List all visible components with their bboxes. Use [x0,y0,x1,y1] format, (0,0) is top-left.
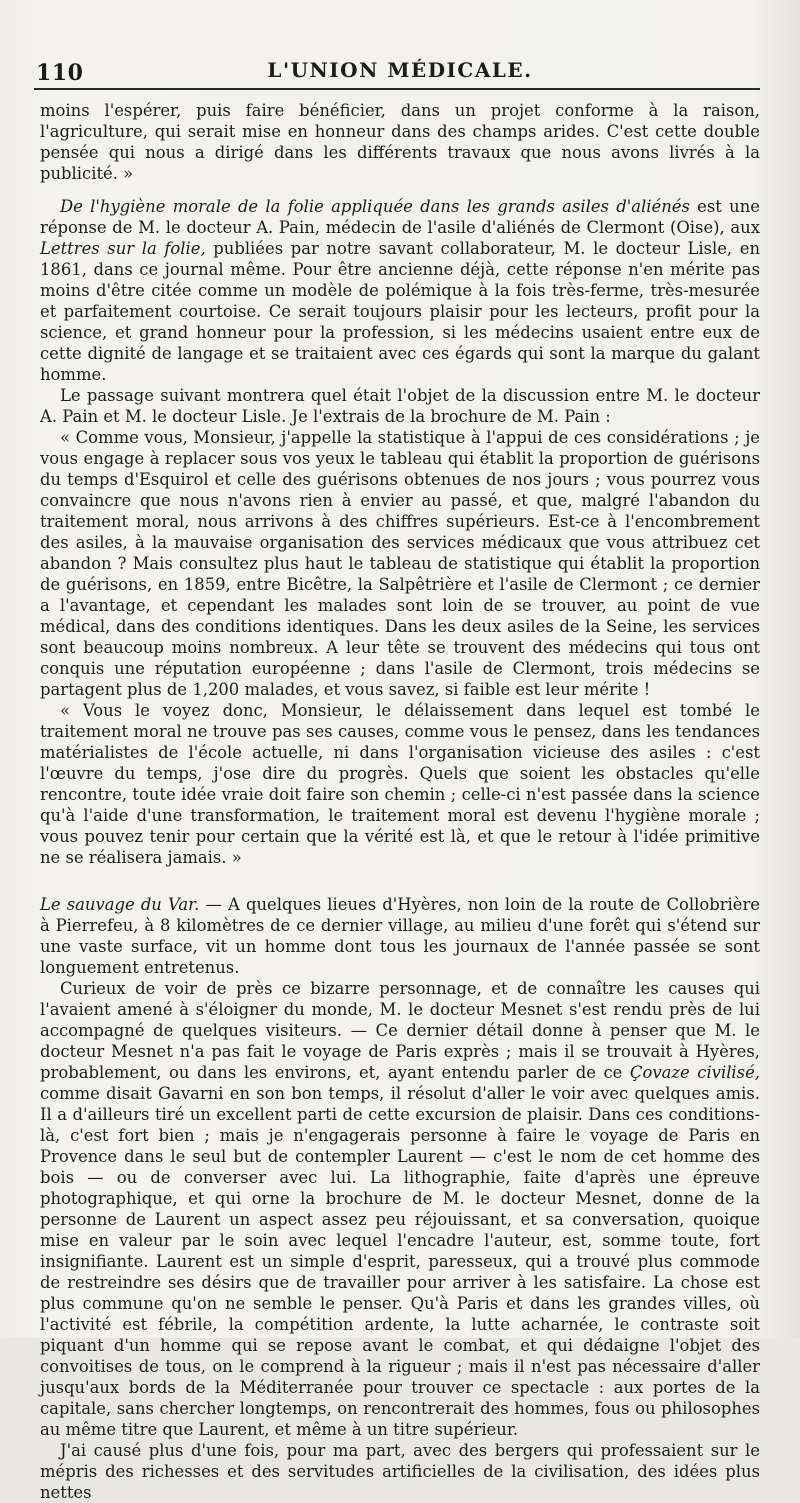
article-body [40,100,760,1503]
paragraph-8: J'ai causé plus d'une fois, pour ma part, avec des bergers qui professaient sur le mépris des richesses et des servitudes artificielles de la civilisation, des idées plus nettes [40,1441,760,1502]
paragraph-6 [40,894,760,978]
page-header [0,52,800,86]
paragraph-3: Le passage suivant montrera quel était l'objet de la discussion entre M. le docteur A. Pain et M. le docteur Lisle. Je l'extrais de la brochure de M. Pain : [40,386,760,426]
paragraph-6-title: Le sauvage du Var. [40,895,200,914]
paragraph-7-text-a: Curieux de voir de près ce bizarre personnage, et de connaître les causes qui l'avaient amené à s'éloigner du monde, M. le docteur Mesnet s'est rendu près de lui accompagné de quelques visiteurs. — Ce dernier détail donne à penser que M. le docteur Mesnet n'a pas fait le voyage de Paris exprès ; mais il se trouvait à Hyères, probablement, ou dans les environs, et, ayant entendu parler de ce [40,979,760,1082]
paragraph-7-text-b: comme disait Gavarni en son bon temps, il résolut d'aller le voir avec quelques amis. Il a d'ailleurs tiré un excellent parti de cette excursion de plaisir. Dans ces conditions-là, c'est fort bien ; mais je n'engagerais personne à faire le voyage de Paris en Provence dans le seul but de contempler Laurent — c'est le nom de cet homme des bois — ou de converser avec lui. La lithographie, faite d'après une épreuve photographique, et qui orne la brochure de M. le docteur Mesnet, donne de la personne de Laurent un aspect assez peu réjouissant, et sa conversation, quoique mise en valeur par le soin avec lequel l'encadre l'auteur, est, somme toute, fort insignifiante. Laurent est un simple d'esprit, paresseux, qui a trouvé plus commode de restreindre ses désirs que de travailler pour arriver à les satisfaire. La chose est plus commune qu'on ne semble le penser. Qu'à Paris et dans les grandes villes, où l'activité est fébrile, la compétition ardente, la lutte acharnée, le contraste soit piquant d'un homme qui se repose avant le combat, et qui dédaigne l'objet des convoitises de tous, on le comprend à la rigueur ; mais il n'est pas nécessaire d'aller jusqu'aux bords de la Méditerranée pour trouver ce spectacle : aux portes de la capitale, sans chercher longtemps, on rencontrerait des hommes, fous ou philosophes au même titre que Laurent, et même à un titre supérieur. [40,1084,760,1439]
page-number: 110 [36,60,84,86]
paragraph-2 [40,196,760,385]
paragraph-4-quote: « Comme vous, Monsieur, j'appelle la statistique à l'appui de ces considérations ; je vous engage à replacer sous vos yeux le tableau qui établit la proportion de guérisons du temps d'Esquirol et celle des guérisons obtenues de nos jours ; vous pourrez vous convaincre que nous n'avons rien à envier au passé, et que, malgré l'abandon du traitement moral, nous arrivons à des chiffres supérieurs. Est-ce à l'encombrement des asiles, à la mauvaise organisation des services médicaux que vous attribuez cet abandon ? Mais consultez plus haut le tableau de statistique qui établit la proportion de guérisons, en 1859, entre Bicêtre, la Salpêtrière et l'asile de Clermont ; ce dernier a l'avantage, et cependant les malades sont loin de se trouver, au point de vue médical, dans des conditions identiques. Dans les deux asiles de la Seine, les services sont beaucoup moins nombreux. A leur tête se trouvent des médecins qui tous ont conquis une réputation européenne ; dans l'asile de Clermont, trois médecins se partagent plus de 1,200 malades, et vous savez, si faible est leur mérite ! [40,428,760,699]
paragraph-2-text-b: publiées par notre savant collaborateur, M. le docteur Lisle, en 1861, dans ce journal même. Pour être ancienne déjà, cette réponse n'en mérite pas moins d'être citée comme un modèle de polémique à la fois très-ferme, très-mesurée et parfaitement courtoise. Ce serait toujours plaisir pour les lecteurs, profit pour la science, et grand honneur pour la profession, si les médecins usaient entre eux de cette dignité de langage et se traitaient avec ces égards qui sont la marque du galant homme. [40,239,760,384]
paragraph-2-italic: Lettres sur la folie, [40,239,206,258]
paragraph-5-quote: « Vous le voyez donc, Monsieur, le délaissement dans lequel est tombé le traitement moral ne trouve pas ses causes, comme vous le pensez, dans les tendances matérialistes de l'école actuelle, ni dans l'organisation vicieuse des asiles : c'est l'œuvre du temps, j'ose dire du progrès. Quels que soient les obstacles qu'elle rencontre, toute idée vraie doit faire son chemin ; celle-ci n'est passée dans la science qu'à l'aide d'une transformation, le traitement moral est devenu l'hygiène morale ; vous pouvez tenir pour certain que la vérité est là, et que le retour à l'idée primitive ne se réalisera jamais. » [40,701,760,867]
paragraph-6-text: — A quelques lieues d'Hyères, non loin de la route de Collobrière à Pierrefeu, à 8 kilomètres de ce dernier village, au milieu d'une forêt qui s'étend sur une vaste surface, vit un homme dont tous les journaux de l'année passée se sont longuement entretenus. [40,895,761,977]
running-title: L'UNION MÉDICALE. [267,58,533,82]
paragraph-7 [40,978,760,1440]
paragraph-1: moins l'espérer, puis faire bénéficier, dans un projet conforme à la raison, l'agriculture, qui serait mise en honneur dans des champs arides. C'est cette double pensée qui nous a dirigé dans les différents travaux que nous avons livrés à la publicité. » [40,101,760,183]
paragraph-7-italic: Çovaze civilisé, [629,1063,760,1082]
paragraph-2-text-a: est une réponse de M. le docteur A. Pain, médecin de l'asile d'aliénés de Clermont (Oise), aux [40,197,760,237]
header-rule [34,88,760,90]
paragraph-2-title: De l'hygiène morale de la folie appliquée dans les grands asiles d'aliénés [60,197,690,216]
